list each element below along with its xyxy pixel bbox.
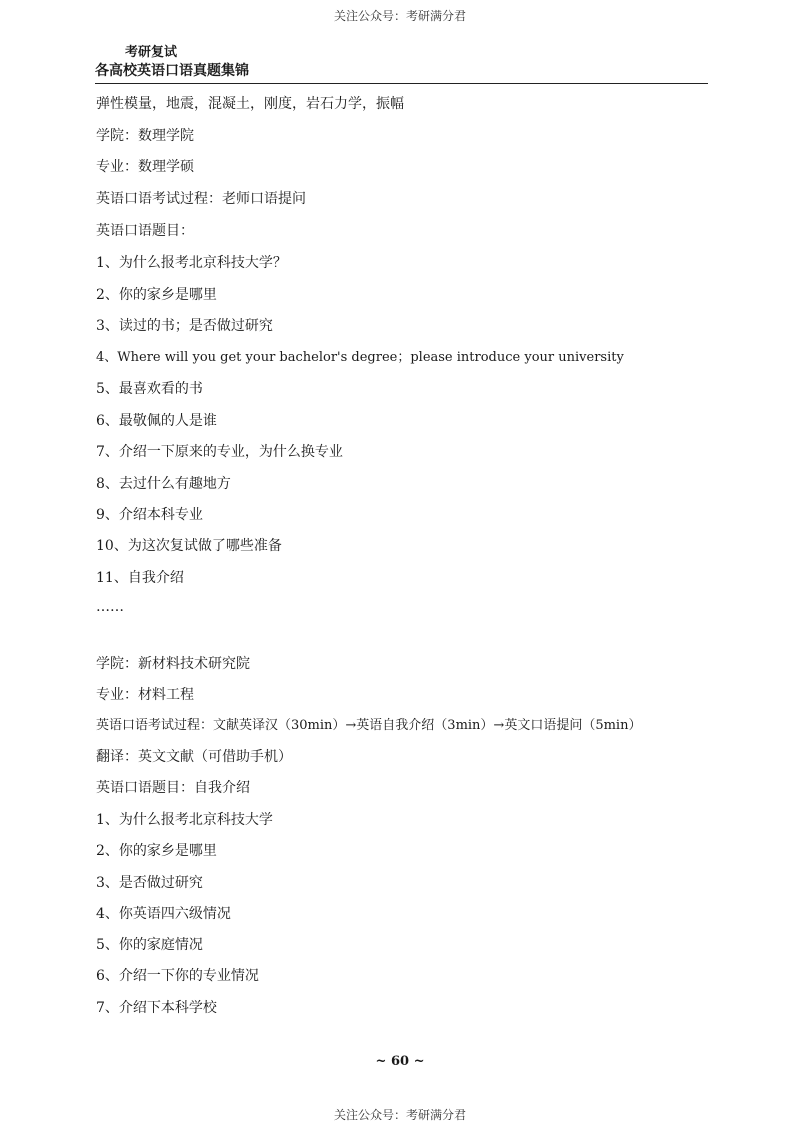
question-item: 2、你的家乡是哪里 bbox=[96, 287, 217, 303]
question-item: 4、你英语四六级情况 bbox=[96, 906, 231, 922]
bottom-watermark: 关注公众号：考研满分君 bbox=[333, 1108, 466, 1122]
question-item: 1、为什么报考北京科技大学？ bbox=[96, 255, 287, 271]
question-item: 11、自我介绍 bbox=[96, 570, 184, 586]
question-item: 6、最敬佩的人是谁 bbox=[96, 413, 217, 429]
question-item: 6、介绍一下你的专业情况 bbox=[96, 968, 259, 984]
question-item: 5、你的家庭情况 bbox=[96, 937, 203, 953]
question-item: 10、为这次复试做了哪些准备 bbox=[96, 538, 282, 554]
question-item: 3、是否做过研究 bbox=[96, 875, 203, 891]
question-item: 7、介绍下本科学校 bbox=[96, 1000, 217, 1016]
major-line: 专业：材料工程 bbox=[96, 687, 194, 703]
exam-process-line: 英语口语考试过程：文献英译汉（30min）→英语自我介绍（3min）→英文口语提问（5min） bbox=[96, 718, 642, 733]
question-item: 9、介绍本科专业 bbox=[96, 507, 203, 523]
question-item: 2、你的家乡是哪里 bbox=[96, 843, 217, 859]
header-rule bbox=[95, 83, 708, 84]
keywords-line: 弹性模量，地震，混凝土，刚度，岩石力学，振幅 bbox=[96, 96, 404, 112]
header-subtitle: 各高校英语口语真题集锦 bbox=[95, 63, 249, 79]
question-item: 8、去过什么有趣地方 bbox=[96, 476, 231, 492]
question-item: 4、Where will you get your bachelor's degree；please introduce your university bbox=[96, 350, 624, 365]
question-item: 5、最喜欢看的书 bbox=[96, 381, 203, 397]
ellipsis: …… bbox=[96, 599, 124, 615]
college-line: 学院：新材料技术研究院 bbox=[96, 656, 250, 672]
questions-title: 英语口语题目：自我介绍 bbox=[96, 780, 250, 796]
translation-line: 翻译：英文文献（可借助手机） bbox=[96, 749, 292, 765]
question-item: 1、为什么报考北京科技大学 bbox=[96, 812, 273, 828]
college-line: 学院：数理学院 bbox=[96, 128, 194, 144]
question-item: 3、读过的书；是否做过研究 bbox=[96, 318, 273, 334]
page-header bbox=[95, 44, 708, 84]
top-watermark: 关注公众号：考研满分君 bbox=[333, 9, 466, 23]
question-item: 7、介绍一下原来的专业，为什么换专业 bbox=[96, 444, 343, 460]
header-title: 考研复试 bbox=[125, 45, 178, 60]
major-line: 专业：数理学硕 bbox=[96, 159, 194, 175]
page-number: ~ 60 ~ bbox=[375, 1054, 425, 1069]
questions-title: 英语口语题目： bbox=[96, 223, 194, 239]
exam-process-line: 英语口语考试过程：老师口语提问 bbox=[96, 191, 306, 207]
